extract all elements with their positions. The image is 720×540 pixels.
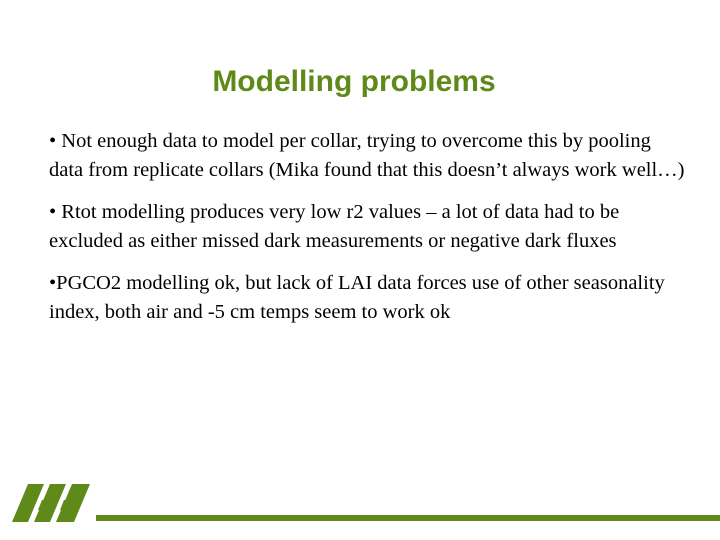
bullet-item: • Rtot modelling produces very low r2 values – a lot of data had to be excluded as either missed dark measurements or negative dark fluxes (49, 201, 620, 252)
bullet-item: • Not enough data to model per collar, trying to overcome this by pooling data from replicate collars (Mika found that this doesn’t always work well…) (49, 130, 685, 181)
bullet-item: •PGCO2 modelling ok, but lack of LAI data forces use of other seasonality index, both air and -5 cm temps seem to work ok (49, 272, 665, 323)
footer-rule (96, 515, 720, 521)
bullet-list (49, 127, 689, 340)
m-logo-icon (12, 482, 92, 522)
slide-title: Modelling problems (212, 65, 496, 98)
